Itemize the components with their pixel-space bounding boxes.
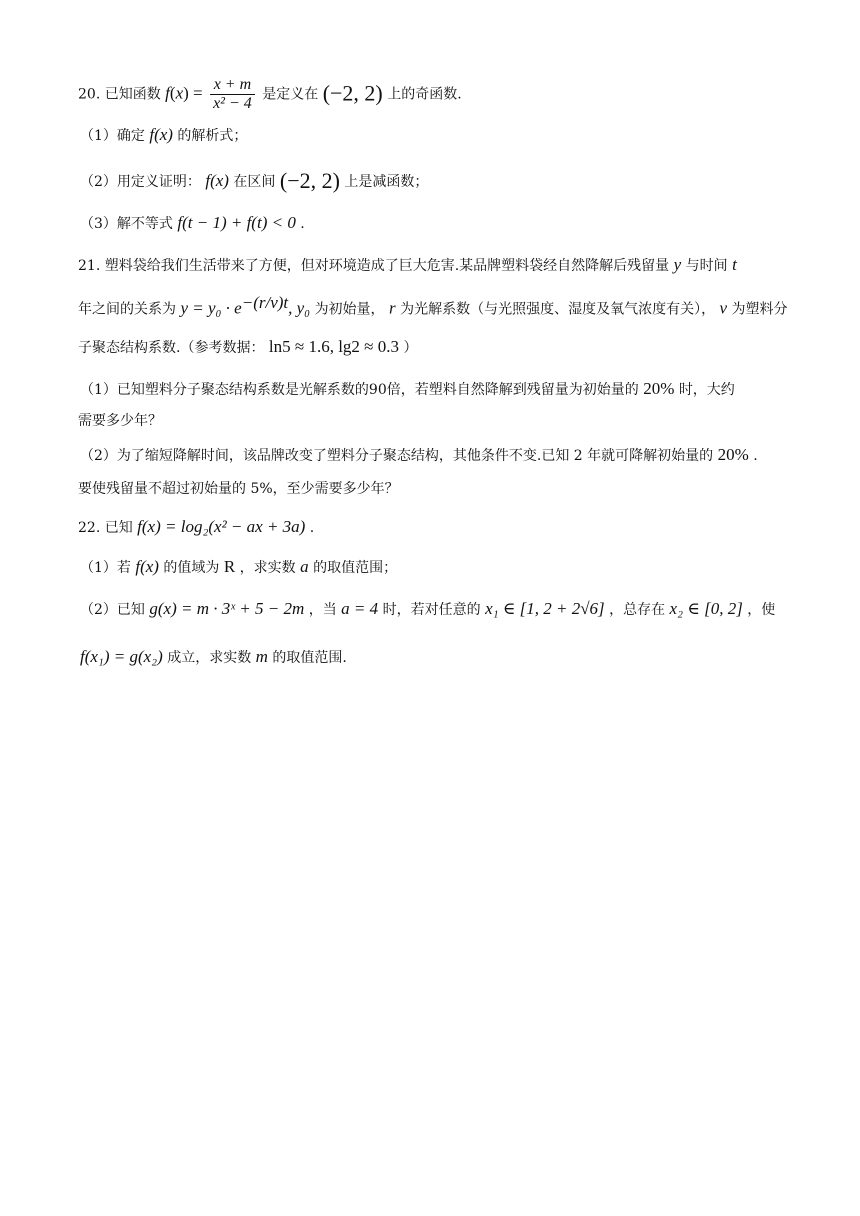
q21-line3-post: ） bbox=[403, 340, 418, 356]
q21-p2-pct: 20% bbox=[717, 445, 749, 464]
q22-p2-line2-expr: f(x₁) = g(x₂) bbox=[80, 647, 163, 666]
q21-line1-mid: 与时间 bbox=[685, 258, 728, 274]
q22-p2-mid2: 时，若对任意的 bbox=[382, 602, 481, 618]
q20-frac-num: x + m bbox=[210, 76, 255, 95]
q22-p2-x2: x₂ ∈ [0, 2] bbox=[669, 599, 743, 618]
q20-number: 20. bbox=[78, 86, 101, 103]
q22-p1-R: R bbox=[223, 557, 236, 576]
q22-p2-gx: g(x) = m · 3ˣ + 5 − 2m bbox=[149, 599, 305, 618]
q20-p3-label: （3）解不等式 bbox=[80, 216, 173, 232]
q21-p2-line1-post: . bbox=[753, 448, 758, 464]
q21-part1-line1 bbox=[80, 378, 790, 401]
q20-p2-post: 上是减函数； bbox=[344, 174, 429, 190]
q21-part2-line2 bbox=[78, 478, 790, 500]
q21-stem-line1 bbox=[78, 254, 790, 277]
q22-p2-a: a = 4 bbox=[341, 599, 379, 618]
q21-line3-data: ln5 ≈ 1.6, lg2 ≈ 0.3 bbox=[268, 337, 400, 356]
q22-p1-post: 的取值范围； bbox=[313, 560, 398, 576]
q20-p1-fx: f(x) bbox=[149, 125, 173, 144]
q22-p2-label: （2）已知 bbox=[80, 602, 145, 618]
q21-formula-base: y = y₀ · e bbox=[180, 298, 242, 318]
q20-part2 bbox=[80, 170, 790, 193]
q20-p1-label: （1）确定 bbox=[80, 128, 145, 144]
q20-interval: (−2, 2) bbox=[322, 80, 383, 106]
q22-p2-mid: ，当 bbox=[308, 602, 337, 618]
q22-text-post: . bbox=[309, 520, 315, 536]
q20-fraction bbox=[210, 76, 255, 113]
q20-text-pre: 已知函数 bbox=[104, 86, 161, 103]
q22-p2-m: m bbox=[255, 647, 268, 666]
q21-formula-y0: , y₀ bbox=[288, 298, 311, 318]
q20-p1-post: 的解析式； bbox=[177, 128, 248, 144]
q22-p1-mid: 的值域为 bbox=[163, 560, 220, 576]
q22-p2-line2-post: 的取值范围. bbox=[272, 650, 347, 666]
q21-var-r: r bbox=[389, 298, 396, 318]
q21-line2-mid: 为初始量， bbox=[314, 301, 385, 318]
q22-p1-a: a bbox=[300, 557, 309, 576]
q20-p3-expr: f(t − 1) + f(t) < 0 bbox=[177, 213, 296, 232]
q22-expr: f(x) = log₂(x² − ax + 3a) bbox=[137, 517, 306, 536]
q22-p1-fx: f(x) bbox=[135, 557, 159, 576]
q20-p2-fx: f(x) bbox=[205, 171, 229, 190]
q20-part3 bbox=[80, 212, 790, 235]
q20-p2-interval: (−2, 2) bbox=[279, 168, 340, 193]
q21-number: 21. bbox=[78, 258, 101, 274]
q21-line2-mid2: 为光解系数（与光照强度、湿度及氧气浓度有关）， bbox=[400, 301, 716, 318]
q20-p3-post: . bbox=[300, 216, 305, 232]
q22-p2-x1: x₁ ∈ [1, 2 + 2√6] bbox=[485, 599, 605, 618]
q20-part1 bbox=[80, 124, 790, 147]
q20-stem: 20. 已知函数 f(x) = $\frac{x + m}{\text{x² − 4}}$ 是定义在 (−2, 2) 上的奇函数. bbox=[78, 76, 462, 112]
q21-p1-line1-post: 时，大约 bbox=[678, 382, 735, 398]
q21-stem-line2 bbox=[78, 292, 790, 321]
q22-p1-label: （1）若 bbox=[80, 560, 131, 576]
q22-part2-line2 bbox=[80, 646, 790, 669]
q22-number: 22. bbox=[78, 520, 101, 536]
q22-p1-mid2: ，求实数 bbox=[239, 560, 296, 576]
q20-text-post: 上的奇函数. bbox=[387, 86, 462, 103]
q20-frac-den: x² − 4 bbox=[213, 95, 252, 112]
q20-p2-mid: 在区间 bbox=[233, 174, 276, 190]
q22-text-pre: 已知 bbox=[104, 520, 133, 536]
q21-p1-line1-pre: （1）已知塑料分子聚态结构系数是光解系数的90倍，若塑料自然降解到残留量为初始量的 bbox=[80, 382, 639, 398]
q21-formula-exp: −(r/v)t bbox=[241, 293, 289, 312]
q22-p2-post: ，使 bbox=[747, 602, 776, 618]
q21-part1-line2 bbox=[78, 410, 790, 432]
q20-text-mid: 是定义在 bbox=[262, 86, 319, 103]
q21-line2-pre: 年之间的关系为 bbox=[78, 301, 176, 318]
q20-p2-label: （2）用定义证明： bbox=[80, 174, 201, 190]
q21-var-y: y bbox=[673, 255, 682, 274]
q21-p1-pct: 20% bbox=[643, 379, 675, 398]
q22-p2-line2-mid: 成立，求实数 bbox=[167, 650, 252, 666]
q21-line3-pre: 子聚态结构系数.（参考数据： bbox=[78, 340, 265, 356]
q22-p2-mid3: ，总存在 bbox=[609, 602, 666, 618]
q21-stem-line3 bbox=[78, 336, 790, 359]
q21-line2-post: 为塑料分 bbox=[731, 301, 788, 318]
q21-p2-line1-pre: （2）为了缩短降解时间，该品牌改变了塑料分子聚态结构，其他条件不变.已知 2 年就可降解初始量的 bbox=[80, 448, 714, 464]
q21-p2-line2: 要使残留量不超过初始量的 5%，至少需要多少年？ bbox=[78, 481, 399, 497]
q21-line1: 塑料袋给我们生活带来了方便，但对环境造成了巨大危害.某品牌塑料袋经自然降解后残留量 bbox=[104, 258, 670, 274]
q21-var-t: t bbox=[732, 255, 737, 274]
q22-stem bbox=[78, 516, 790, 539]
q22-part2-line1 bbox=[80, 598, 790, 621]
q22-part1 bbox=[80, 556, 790, 579]
q21-part2-line1 bbox=[80, 444, 790, 467]
q21-var-v: v bbox=[719, 298, 728, 318]
q21-p1-line2: 需要多少年？ bbox=[78, 413, 162, 429]
